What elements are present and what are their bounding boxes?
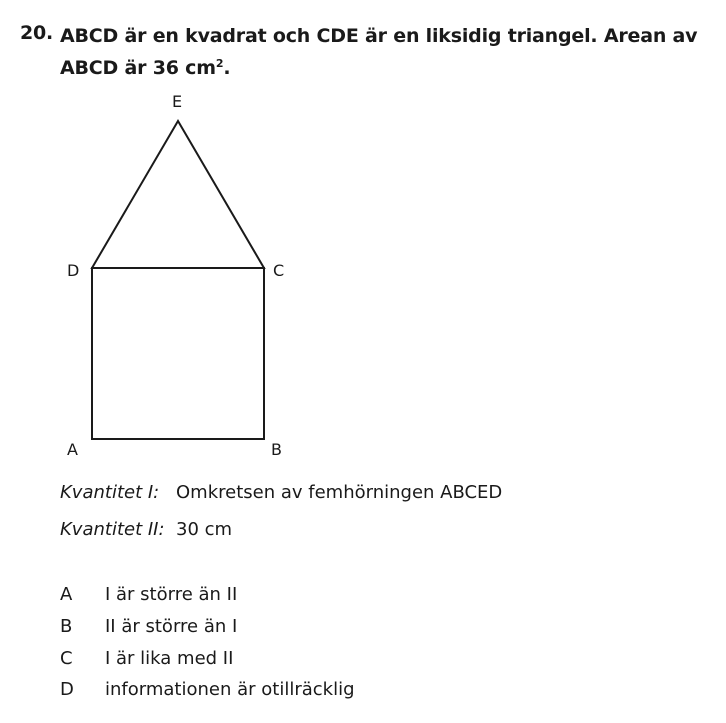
question-line-1: ABCD är en kvadrat och CDE är en liksidig triangel. Arean av (60, 25, 698, 47)
option-letter: C (60, 648, 73, 669)
option-text: I är större än II (105, 584, 238, 605)
answer-option-d[interactable] (60, 679, 355, 700)
question-line-2-end: . (223, 57, 231, 79)
triangle-cde (92, 121, 264, 268)
question-line-2-main: ABCD är 36 cm (60, 57, 216, 79)
option-letter: D (60, 679, 74, 700)
quantity-2 (60, 519, 232, 540)
question-number: 20. (20, 22, 54, 44)
quantity-1-label: Kvantitet I: (60, 482, 160, 503)
option-letter: B (60, 616, 73, 637)
quantity-2-value: 30 cm (176, 519, 233, 540)
answer-option-c[interactable] (60, 648, 233, 669)
superscript-2: 2 (215, 57, 224, 70)
vertex-label-b: B (271, 440, 282, 459)
quantity-1-value: Omkretsen av femhörningen ABCED (176, 482, 503, 503)
vertex-label-a: A (67, 440, 78, 459)
vertex-label-c: C (273, 261, 285, 280)
quantity-2-label: Kvantitet II: (60, 519, 165, 540)
vertex-label-d: D (67, 261, 80, 280)
option-letter: A (60, 584, 73, 605)
option-text: I är lika med II (105, 648, 234, 669)
answer-option-b[interactable] (60, 616, 237, 637)
quantity-1 (60, 482, 502, 503)
answer-option-a[interactable] (60, 584, 237, 605)
vertex-label-e: E (172, 92, 183, 111)
option-text: informationen är otillräcklig (105, 679, 355, 700)
option-text: II är större än I (105, 616, 238, 637)
square-abcd (92, 268, 264, 439)
